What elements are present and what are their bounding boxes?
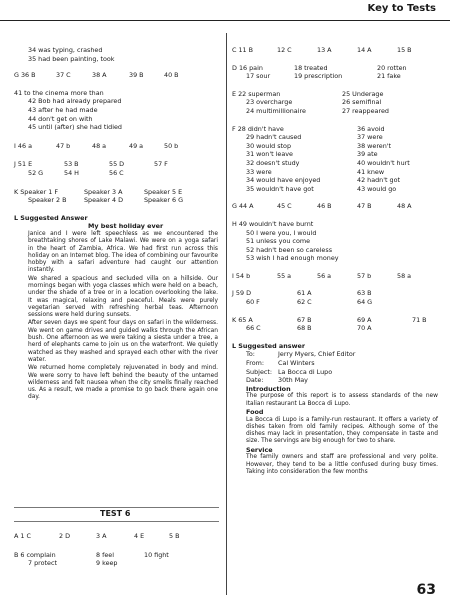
section-e-row: 23 overcharge 26 semifinal: [246, 98, 382, 107]
section-i-row: I 46 a 47 b 48 a 49 a 50 b: [14, 141, 179, 150]
section-i-row: I 54 b 55 a 56 a 57 b 58 a: [232, 271, 412, 280]
section-f-row: F 28 didn't have 36 avoid: [232, 124, 385, 133]
section-d-row: D 16 pain 18 treated 20 rotten: [232, 63, 407, 72]
report-heading-food: Food: [246, 408, 264, 416]
page-header: [0, 0, 450, 21]
column-divider: [226, 33, 227, 595]
section-k-row: K Speaker 1 F Speaker 3 A Speaker 5 E: [14, 187, 183, 196]
page-number: 63: [416, 582, 436, 598]
section-k-row: K 65 A 67 B 69 A 71 B: [232, 315, 427, 324]
section-f-row: 34 would have enjoyed 42 hadn't got: [246, 176, 401, 185]
section-j-row: J 51 E 53 B 55 D 57 F: [14, 160, 168, 169]
memo-line: From: Cal Winters: [246, 359, 315, 368]
essay-title: My best holiday ever: [88, 222, 164, 231]
test6-answers: [14, 532, 219, 568]
answer-row: 34 was typing, crashed: [28, 46, 103, 54]
report-paragraph: The family owners and staff are professional and very polite. However, they tend to be a little confused during busy times. Taking into consideration the few months: [246, 454, 438, 475]
memo-line: Date: 30th May: [246, 376, 308, 385]
section-b-row: B 6 complain 8 feel 10 fight: [14, 550, 169, 559]
essay-paragraph: We returned home completely rejuvenated in body and mind. We were sorry to have left behind the beauty of the untamed wilderness and felt nausea when the city smells finally reached us. As a result, we made a promise to go back there again one day.: [28, 365, 218, 401]
section-k-row: Speaker 2 B Speaker 4 D Speaker 6 G: [28, 196, 184, 205]
test6-top-rule: [14, 507, 219, 508]
report-body: [232, 350, 438, 476]
section-j-row: 52 G 54 H 56 C: [28, 168, 124, 177]
answer-row: 51 unless you come: [246, 237, 311, 246]
section-f-row: 33 were 41 knew: [246, 167, 385, 176]
section-c-row: C 11 B 12 C 13 A 14 A 15 B: [232, 46, 412, 54]
answer-row: 43 after he had made: [28, 105, 98, 114]
section-a-row: A 1 C 2 D 3 A 4 E 5 B: [14, 532, 180, 540]
answer-row: H 49 wouldn't have burnt: [232, 219, 314, 228]
section-heading: L Suggested Answer: [14, 213, 88, 222]
section-k-row: 66 C 68 B 70 A: [246, 324, 372, 333]
memo-line: To: Jerry Myers, Chief Editor: [246, 350, 356, 359]
section-j-row: J 59 D 61 A 63 B: [232, 289, 372, 298]
section-f-row: 32 doesn't study 40 wouldn't hurt: [246, 158, 410, 167]
answer-row: 45 until (after) she had tidied: [28, 123, 122, 132]
answer-row: 41 to the cinema more than: [14, 88, 104, 97]
section-f-row: 29 hadn't caused 37 were: [246, 133, 383, 142]
essay-paragraph: We shared a spacious and secluded villa on a hillside. Our mornings began with yoga classes which were held on a beach, under the shade of a tree or in a location overlooking the lake. It was magical, relaxing and peaceful. Meals were purely vegetarian served with refreshing herbal teas. Afternoon sessions were held during sunsets.: [28, 275, 218, 319]
section-f-row: 30 would stop 38 weren't: [246, 141, 392, 150]
section-b-row: 7 protect 9 keep: [28, 559, 118, 568]
section-f-row: 35 wouldn't have got 43 would go: [246, 184, 397, 193]
answer-row: 53 wish I had enough money: [246, 254, 339, 263]
answer-row: 50 I were you, I would: [246, 228, 317, 237]
answer-row: 44 don't get on with: [28, 114, 93, 123]
answer-row: 35 had been painting, took: [28, 54, 115, 63]
test6-bottom-rule: [14, 521, 219, 522]
memo-line: Subject: La Bocca di Lupo: [246, 367, 333, 376]
report-paragraph: La Bocca di Lupo is a family-run restaurant. It offers a variety of dishes taken from old family recipes. Although some of the dishes may lack in presentation, they compensate in taste and size. The servings are big enough for two to share.: [246, 416, 438, 445]
left-column: [14, 46, 219, 402]
section-heading: L Suggested answer: [232, 341, 305, 350]
report-heading-service: Service: [246, 445, 273, 454]
section-d-row: 17 sour 19 prescription 21 fake: [246, 72, 401, 81]
section-g-row: G 44 A 45 C 46 B 47 B 48 A: [232, 202, 412, 211]
section-e-row: 24 multimillionaire 27 reappeared: [246, 106, 389, 115]
answer-row: 42 Bob had already prepared: [28, 97, 122, 106]
report-heading-introduction: Introduction: [246, 384, 291, 393]
section-e-row: E 22 superman 25 Underage: [232, 89, 384, 98]
section-g-row: G 36 B 37 C 38 A 39 B 40 B: [14, 71, 179, 80]
header-title: Key to Tests: [367, 3, 436, 14]
essay-paragraph: After seven days we spent four days on safari in the wilderness. We went on game drives and guided walks through the African bush. One afternoon as we were taking a siesta under a tree, a herd of elephants came to join us on the waterfront. We quietly watched as they washed and sprayed each other with the river water.: [28, 320, 218, 363]
right-column: [232, 46, 438, 476]
report-paragraph: The purpose of this report is to assess standards of the new Italian restaurant La Bocca di Lupo.: [246, 393, 438, 407]
answer-row: 52 hadn't been so careless: [246, 245, 333, 254]
section-j-row: 60 F 62 C 64 G: [246, 298, 373, 307]
section-f-row: 31 won't leave 39 ate: [246, 150, 378, 159]
essay-paragraph: Janice and I were left speechless as we encountered the breathtaking shores of Lake Malawi. We were on a yoga safari in the heart of Zambia, Africa. We had first run across this holiday on an Internet blog. The idea of combining our favourite hobby with a safari adventure had caught our attention instantly.: [28, 230, 218, 274]
essay-body: [14, 231, 218, 402]
test6-title: TEST 6: [100, 509, 131, 518]
